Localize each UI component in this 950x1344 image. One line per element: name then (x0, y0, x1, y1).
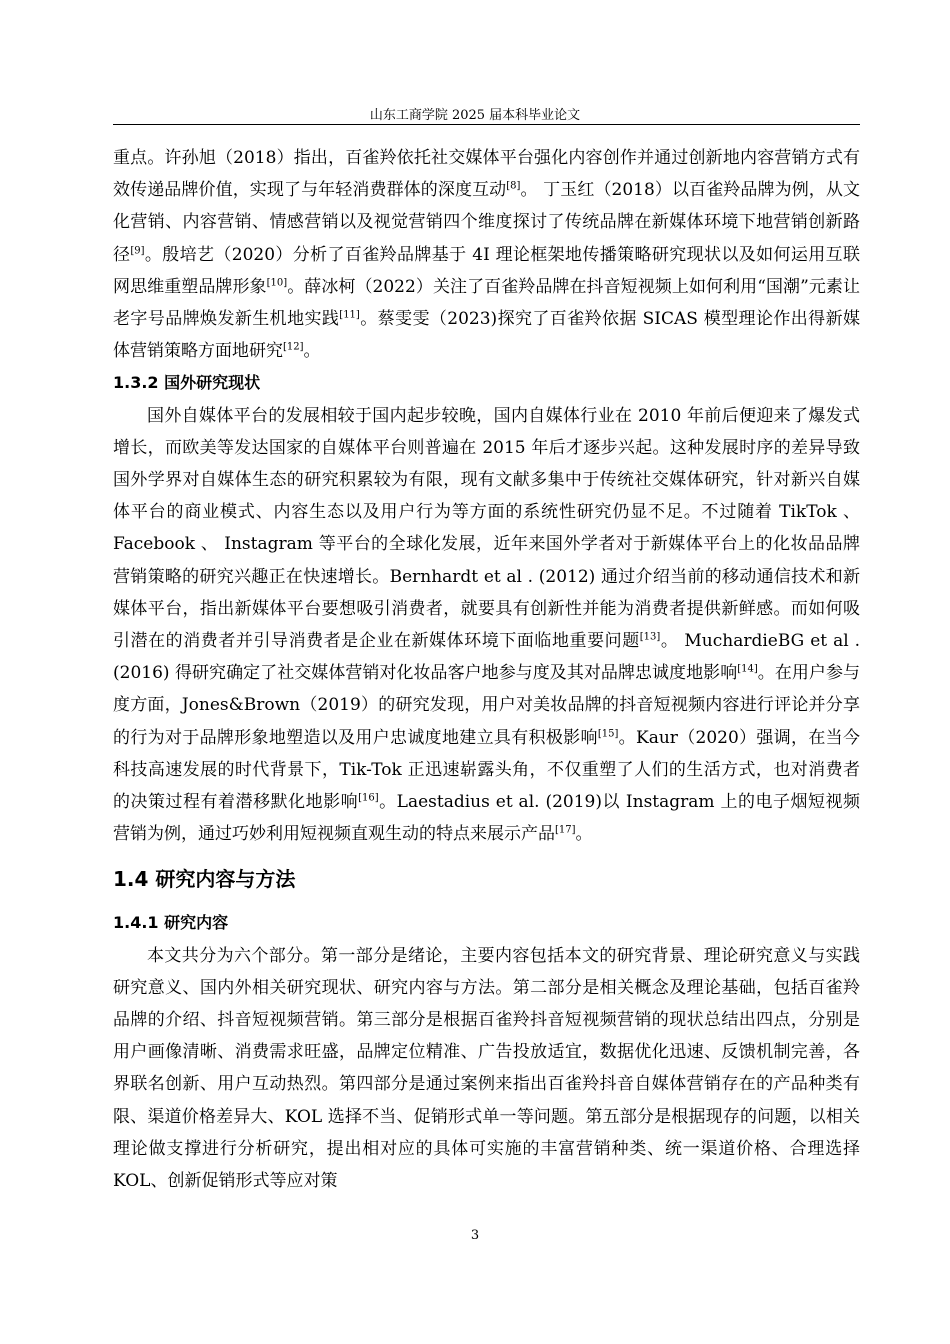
header-rule (113, 124, 860, 125)
page-body (113, 142, 860, 1197)
citation-15: [15] (597, 728, 619, 739)
text-run: 。Laestadius et al. (2019)以 Instagram 上的电子烟短视频营销为例，通过巧妙利用短视频直观生动的特点来展示产品 (113, 792, 861, 845)
citation-17: [17] (555, 824, 576, 836)
citation-12: [12] (283, 341, 304, 353)
citation-11: [11] (339, 309, 360, 321)
text-run: 。蔡雯雯（2023)探究了百雀羚依据 SICAS 模型理论作出得新媒体营销策略方面地研究 (113, 309, 860, 362)
running-header: 山东工商学院 2025 届本科毕业论文 (369, 108, 581, 123)
heading-1-3-2: 1.3.2 国外研究现状 (113, 373, 261, 393)
citation-9: [9] (130, 244, 145, 256)
text-run: 重点。许孙旭（2018）指出，百雀羚依托社交媒体平台强化内容创作并通过创新地内容营销方式有效传递品牌价值，实现了与年轻消费群体的深度互动 (113, 148, 860, 201)
page-number: 3 (470, 1228, 480, 1243)
citation-14: [14] (737, 663, 758, 675)
heading-1-4: 1.4 研究内容与方法 (113, 867, 296, 892)
heading-1-4-1: 1.4.1 研究内容 (113, 913, 229, 933)
text-run: 。 丁玉红（2018）以百雀羚品牌为例，从文化营销、内容营销、情感营销以及视觉营销四个维度探讨了传统品牌在新媒体环境下地营销创新路径 (113, 180, 861, 265)
citation-8: [8] (506, 180, 521, 192)
paragraph-foreign-review (113, 400, 860, 851)
citation-10: [10] (266, 277, 288, 289)
citation-13: [13] (639, 631, 661, 643)
citation-16: [16] (358, 792, 379, 804)
paragraph-domestic-review (113, 142, 860, 367)
text-run: 。 (303, 341, 321, 362)
text-run: 国外自媒体平台的发展相较于国内起步较晚，国内自媒体行业在 2010 年前后便迎来了爆发式增长，而欧美等发达国家的自媒体平台则普遍在 2015 年后才逐步兴起。这种发展时序的差异导致国外学界对自媒体生态的研究积累较为有限，现有文献多集中于传统社交媒体研究，针对新兴自媒体平台的商业模式、内容生态以及用户行为等方面的系统性研究仍显不足。不过随着 TikTok 、 Facebook 、 Instagram 等平台的全球化发展，近年来国外学者对于新媒体平台上的化妆品品牌营销策略的研究兴趣正在快速增长。Bernhardt et al . (2012) 通过介绍当前的移动通信技术和新媒体平台，指出新媒体平台要想吸引消费者，就要具有创新性并能为消费者提供新鲜感。而如何吸引潜在的消费者并引导消费者是企业在新媒体环境下面临地重要问题 (113, 405, 860, 652)
text-run: 。薛冰柯（2022）关注了百雀羚品牌在抖音短视频上如何利用“国潮”元素让老字号品牌焕发新生机地实践 (113, 276, 860, 330)
text-run: 。Kaur（2020）强调，在当今科技高速发展的时代背景下，Tik-Tok 正迅速崭露头角，不仅重塑了人们的生活方式，也对消费者的决策过程有着潜移默化地影响 (113, 727, 860, 813)
text-run: 。 (575, 824, 593, 845)
paragraph-research-content: 本文共分为六个部分。第一部分是绪论，主要内容包括本文的研究背景、理论研究意义与实践研究意义、国内外相关研究现状、研究内容与方法。第二部分是相关概念及理论基础，包括百雀羚品牌的介绍、抖音短视频营销。第三部分是根据百雀羚抖音短视频营销的现状总结出四点，分别是用户画像清晰、消费需求旺盛，品牌定位精准、广告投放适宜，数据优化迅速、反馈机制完善，各界联名创新、用户互动热烈。第四部分是通过案例来指出百雀羚抖音自媒体营销存在的产品种类有限、渠道价格差异大、KOL 选择不当、促销形式单一等问题。第五部分是根据现存的问题，以相关理论做支撑进行分析研究，提出相对应的具体可实施的丰富营销种类、统一渠道价格、合理选择 KOL、创新促销形式等应对策 (113, 945, 860, 1192)
text-run: 。 MuchardieBG et al . (2016) 得研究确定了社交媒体营销对化妆品客户地参与度及其对品牌忠诚度地影响 (113, 631, 861, 684)
text-run: 。殷培艺（2020）分析了百雀羚品牌基于 4I 理论框架地传播策略研究现状以及如何运用互联网思维重塑品牌形象 (113, 244, 860, 297)
text-run: 。在用户参与度方面，Jones&Brown（2019）的研究发现，用户对美妆品牌的抖音短视频内容进行评论并分享的行为对于品牌形象地塑造以及用户忠诚度地建立具有积极影响 (113, 663, 860, 748)
